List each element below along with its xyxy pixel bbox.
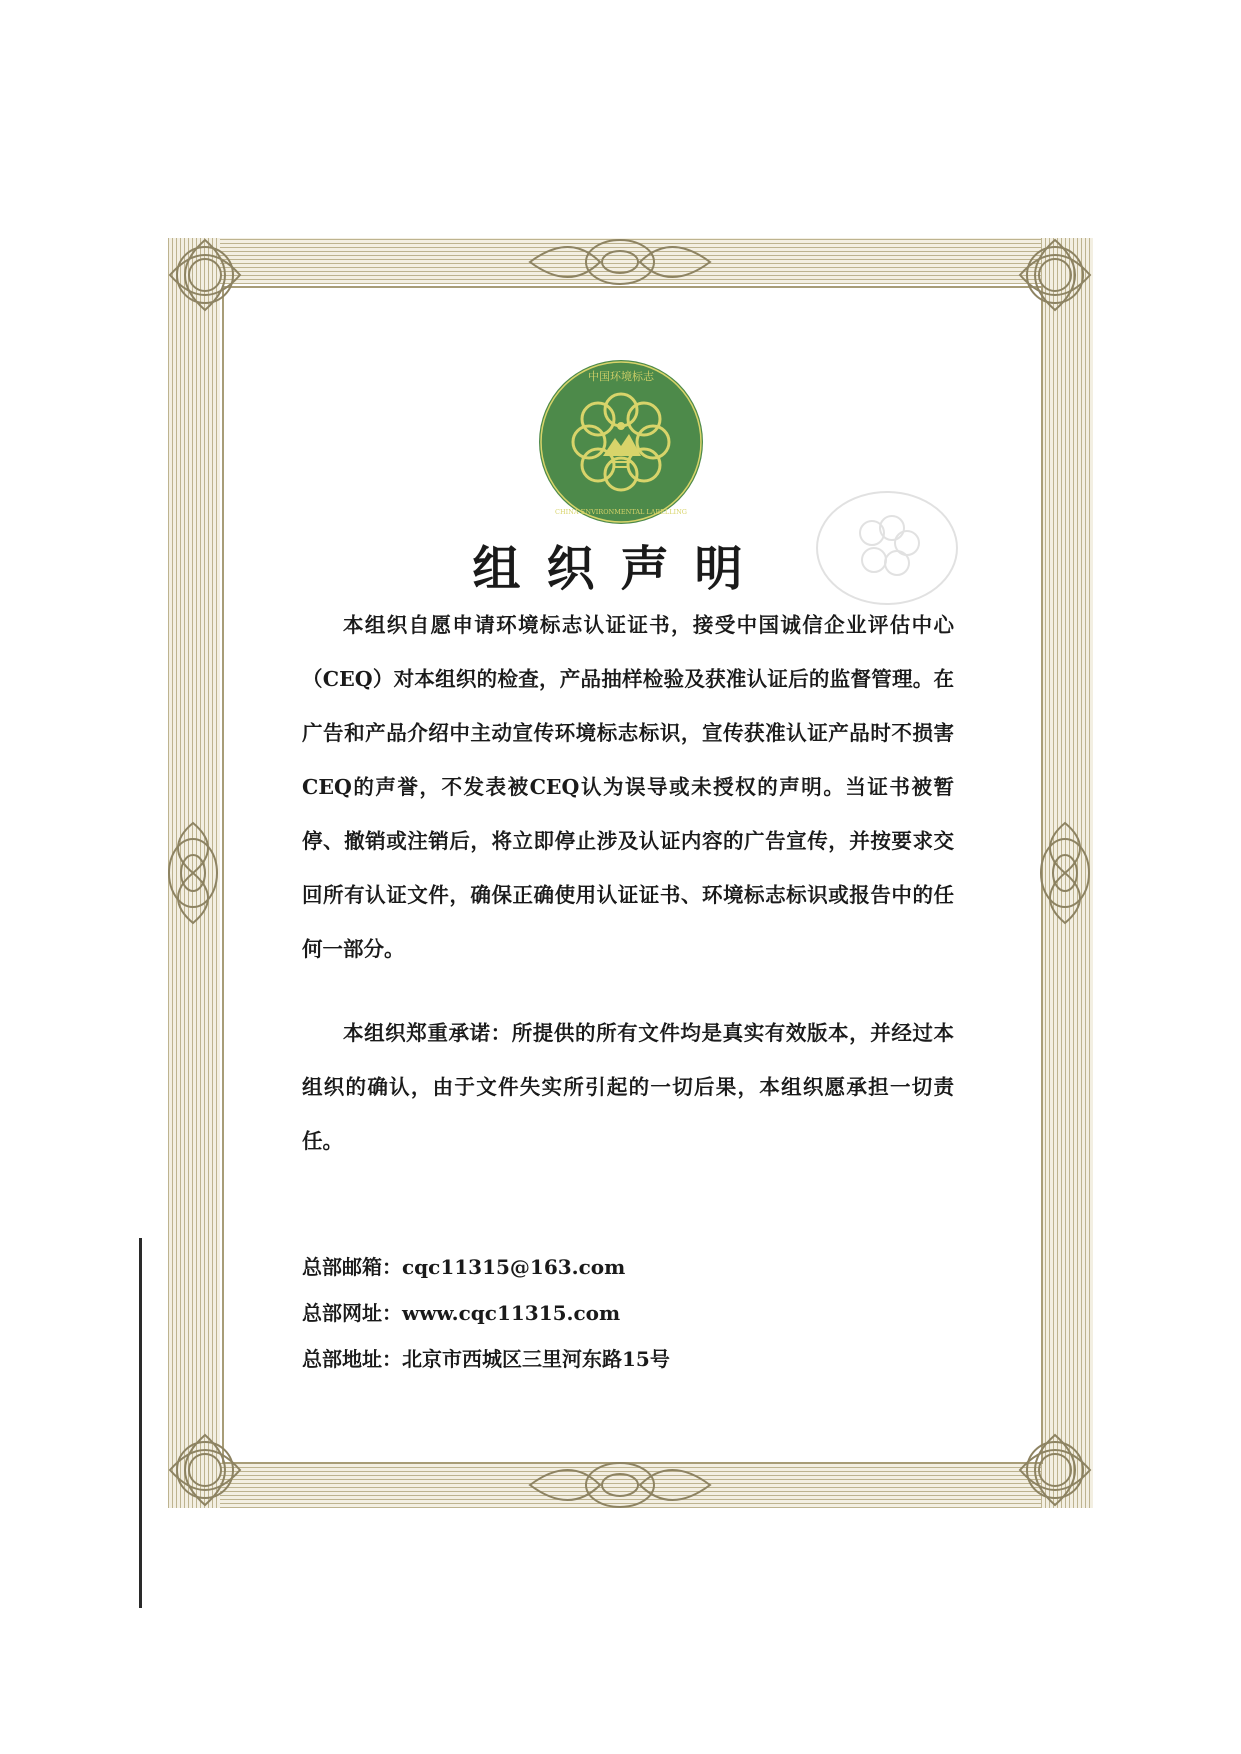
page-title: 组织声明 [472, 541, 769, 597]
contact-label: 总部网址： [302, 1301, 402, 1325]
china-environmental-labelling-logo [537, 358, 705, 526]
floral-knot-icon [510, 232, 730, 292]
contact-website-row [302, 1290, 942, 1336]
corner-ornament-icon [1010, 230, 1100, 320]
floral-knot-icon [158, 818, 228, 928]
declaration-paragraph: 本组织自愿申请环境标志认证证书，接受中国诚信企业评估中心（CEQ）对本组织的检查，产品抽样检验及获准认证后的监督管理。在广告和产品介绍中主动宣传环境标志标识，宣传获准认证产品时不损害CEQ的声誉，不发表被CEQ认为误导或未授权的声明。当证书被暂停、撤销或注销后，将立即停止涉及认证内容的广告宣传，并按要求交回所有认证文件，确保正确使用认证证书、环境标志标识或报告中的任何一部分。 [302, 613, 954, 961]
contact-block [302, 1244, 942, 1382]
commitment-paragraph: 本组织郑重承诺：所提供的所有文件均是真实有效版本，并经过本组织的确认，由于文件失实所引起的一切后果，本组织愿承担一切责任。 [302, 1021, 954, 1153]
logo-ring-text: CHINA ENVIRONMENTAL LABELLING [554, 508, 688, 516]
corner-ornament-icon [160, 230, 250, 320]
corner-ornament-icon [160, 1425, 250, 1515]
contact-email-row [302, 1244, 942, 1290]
contact-label: 总部邮箱： [302, 1255, 402, 1279]
logo-top-text: 中国环境标志 [588, 370, 654, 383]
contact-address-row [302, 1336, 942, 1382]
floral-knot-icon [510, 1455, 730, 1515]
floral-knot-icon [1030, 818, 1100, 928]
scan-edge-line [139, 1238, 142, 1608]
corner-ornament-icon [1010, 1425, 1100, 1515]
contact-website: www.cqc11315.com [402, 1301, 621, 1325]
contact-email: cqc11315@163.com [402, 1255, 626, 1279]
contact-address: 北京市西城区三里河东路15号 [402, 1347, 670, 1371]
contact-label: 总部地址： [302, 1347, 402, 1371]
